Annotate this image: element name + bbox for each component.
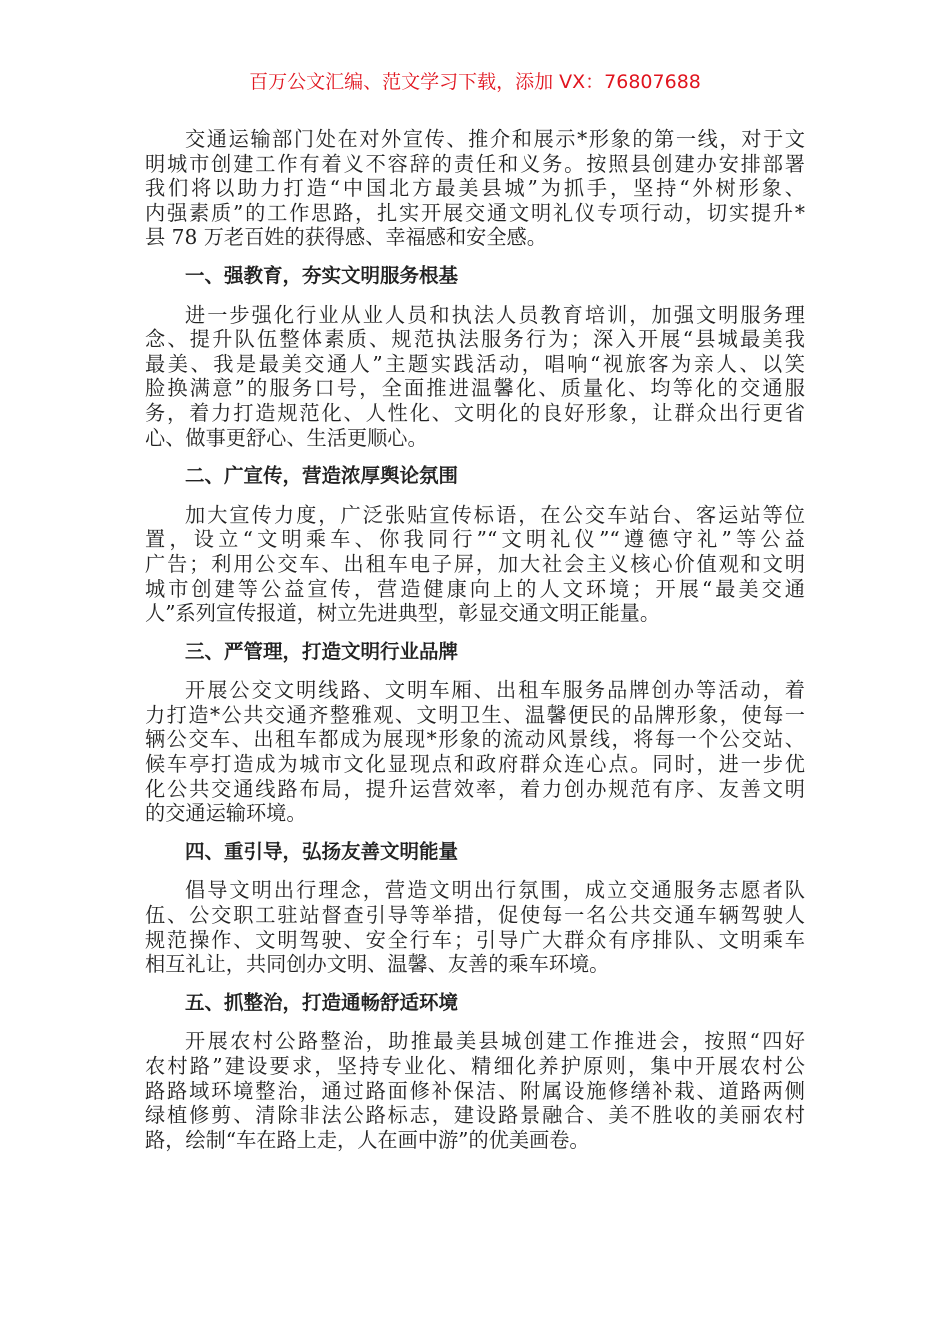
paragraph-line: 农村路”建设要求，坚持专业化、精细化养护原则，集中开展农村公 (145, 1054, 805, 1078)
section-heading: 四、重引导，弘扬友善文明能量 (185, 839, 459, 863)
paragraph (145, 127, 805, 250)
paragraph-line: 路路域环境整治，通过路面修补保洁、附属设施修缮补栽、道路两侧 (145, 1078, 805, 1103)
paragraph-line: 内强素质”的工作思路，扎实开展交通文明礼仪专项行动，切实提升* (145, 200, 805, 225)
paragraph-line: 化公共交通线路布局，提升运营效率，着力创办规范有序、友善文明 (145, 776, 805, 801)
paragraph-line: 心、做事更舒心、生活更顺心。 (145, 425, 428, 450)
paragraph-line: 候车亭打造成为城市文化显现点和政府群众连心点。同时，进一步优 (145, 752, 805, 777)
paragraph (145, 1029, 805, 1152)
paragraph-line: 念、提升队伍整体素质、规范执法服务行为；深入开展“县城最美我 (145, 327, 805, 352)
download-banner: 百万公文汇编、范文学习下载，添加 VX：76807688 (249, 71, 701, 93)
section-heading: 五、抓整治，打造通畅舒适环境 (185, 990, 459, 1014)
paragraph (145, 503, 805, 626)
paragraph-line: 置，设立“文明乘车、你我同行”“文明礼仪”“遵德守礼”等公益 (145, 527, 805, 552)
paragraph-line: 明城市创建工作有着义不容辞的责任和义务。按照县创建办安排部署 (145, 151, 805, 176)
paragraph (145, 878, 805, 976)
paragraph-line: 路，绘制“车在路上走，人在画中游”的优美画卷。 (145, 1127, 590, 1152)
paragraph-line: 人”系列宣传报道，树立先进典型，彰显交通文明正能量。 (145, 601, 661, 626)
paragraph-line: 开展农村公路整治，助推最美县城创建工作推进会，按照“四好 (185, 1029, 805, 1054)
paragraph (145, 678, 805, 826)
paragraph-line: 县 78 万老百姓的获得感、幸福感和安全感。 (145, 225, 547, 250)
section-heading: 二、广宣传，营造浓厚舆论氛围 (185, 464, 459, 488)
paragraph (145, 303, 805, 451)
paragraph-line: 相互礼让，共同创办文明、温馨、友善的乘车环境。 (145, 952, 610, 977)
paragraph-line: 最美、我是最美交通人”主题实践活动，唱响“视旅客为亲人、以笑 (145, 351, 805, 376)
paragraph-line: 规范操作、文明驾驶、安全行车；引导广大群众有序排队、文明乘车 (145, 927, 805, 952)
section-heading: 一、强教育，夯实文明服务根基 (185, 263, 459, 287)
document-body (145, 127, 805, 1166)
paragraph-line: 开展公交文明线路、文明车厢、出租车服务品牌创办等活动，着 (185, 678, 805, 703)
paragraph-line: 城市创建等公益宣传，营造健康向上的人文环境；开展“最美交通 (145, 576, 805, 601)
paragraph-line: 广告；利用公交车、出租车电子屏，加大社会主义核心价值观和文明 (145, 551, 805, 576)
paragraph-line: 辆公交车、出租车都成为展现*形象的流动风景线，将每一个公交站、 (145, 727, 805, 752)
paragraph-line: 脸换满意”的服务口号，全面推进温馨化、质量化、均等化的交通服 (145, 376, 805, 401)
paragraph-line: 进一步强化行业从业人员和执法人员教育培训，加强文明服务理 (185, 302, 805, 327)
paragraph-line: 伍、公交职工驻站督查引导等举措，促使每一名公共交通车辆驾驶人 (145, 903, 805, 928)
paragraph-line: 我们将以助力打造“中国北方最美县城”为抓手，坚持“外树形象、 (145, 176, 805, 201)
paragraph-line: 力打造*公共交通齐整雅观、文明卫生、温馨便民的品牌形象，使每一 (145, 702, 805, 727)
paragraph-line: 的交通运输环境。 (145, 801, 307, 826)
paragraph-line: 倡导文明出行理念，营造文明出行氛围，成立交通服务志愿者队 (185, 878, 805, 903)
paragraph-line: 务，着力打造规范化、人性化、文明化的良好形象，让群众出行更省 (145, 400, 805, 425)
paragraph-line: 绿植修剪、清除非法公路标志，建设路景融合、美不胜收的美丽农村 (145, 1103, 805, 1128)
section-heading: 三、严管理，打造文明行业品牌 (185, 639, 459, 663)
paragraph-line: 加大宣传力度，广泛张贴宣传标语，在公交车站台、客运站等位 (185, 502, 805, 527)
paragraph-line: 交通运输部门处在对外宣传、推介和展示*形象的第一线，对于文 (185, 127, 805, 151)
